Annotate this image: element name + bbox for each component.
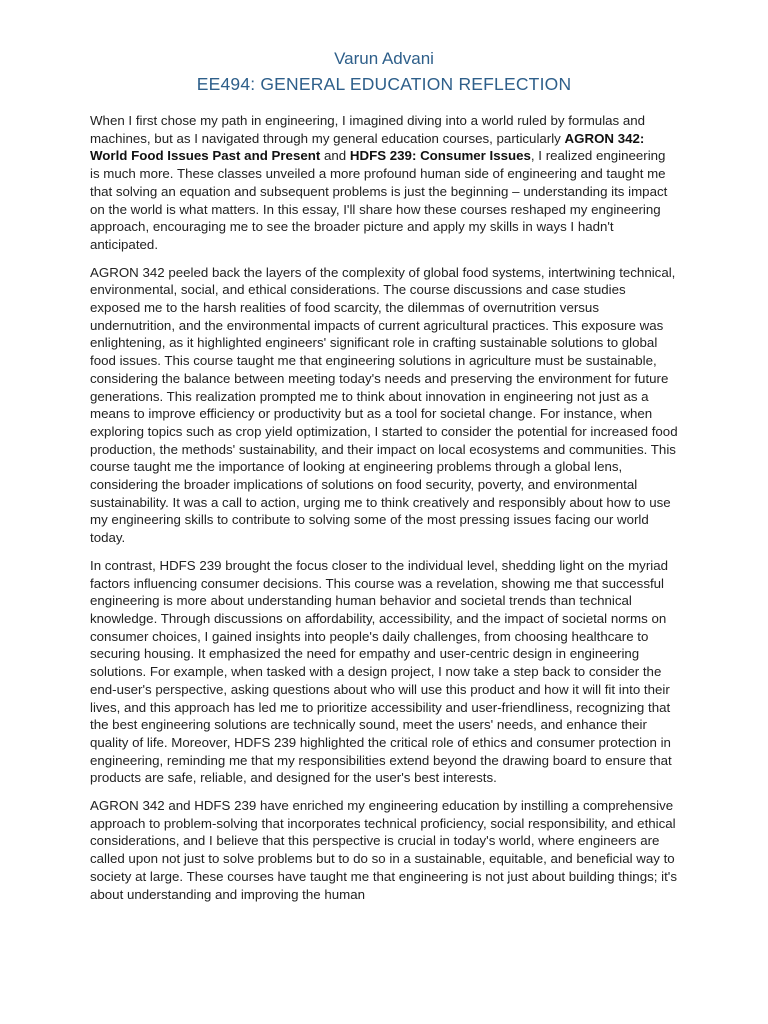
- paragraph-text: When I first chose my path in engineering, I imagined diving into a world ruled by formulas and machines, but as I navigated through my general education courses, particularly: [90, 113, 646, 146]
- author-name: Varun Advani: [334, 49, 434, 68]
- paragraph-text: In contrast, HDFS 239 brought the focus closer to the individual level, shedding light on the myriad factors influencing consumer decisions. This course was a revelation, showing me that successful engineering is more about understanding human behavior and societal trends than technical knowledge. Through discussions on affordability, accessibility, and the impact of societal norms on consumer choices, I gained insights into people's daily challenges, from choosing healthcare to securing housing. It emphasized the need for empathy and user-centric design in engineering solutions. For example, when tasked with a design project, I now take a step back to consider the end-user's perspective, asking questions about who will use this product and how it will fit into their lives, and this approach has led me to prioritize accessibility and user-friendliness, recognizing that the best engineering solutions are technically sound, meet the users' needs, and enhance their quality of life. Moreover, HDFS 239 highlighted the critical role of ethics and consumer protection in engineering, reminding me that my responsibilities extend beyond the drawing board to ensure that products are safe, reliable, and designed for the user's best interests.: [90, 557, 672, 786]
- body-paragraph: [90, 264, 678, 547]
- document-body: [90, 112, 678, 903]
- paragraph-text: AGRON 342 and HDFS 239 have enriched my engineering education by instilling a comprehensive approach to problem-solving that incorporates technical proficiency, social responsibility, and ethical considerations, and I believe that this perspective is crucial in today's world, where engineers are called upon not just to solve problems but to do so in a sustainable, equitable, and beneficial way to society at large. These courses have taught me that engineering is not just about building things; it's about understanding and improving the human: [90, 798, 677, 902]
- paragraph-text: and: [320, 148, 350, 164]
- course-name: AGRON 342: World Food Issues Past and Present: [90, 130, 645, 164]
- paragraph-text: , I realized engineering is much more. These classes unveiled a more profound human side of engineering and taught me that solving an equation and subsequent problems is just the beginning – understanding its impact on the world is what matters. In this essay, I'll share how these courses reshaped my engineering approach, encouraging me to see the broader picture and apply my skills in ways I hadn't anticipated.: [90, 148, 668, 252]
- document-title: EE494: GENERAL EDUCATION REFLECTION: [196, 74, 572, 94]
- paragraph-text: AGRON 342 peeled back the layers of the complexity of global food systems, intertwining technical, environmental, social, and ethical considerations. The course discussions and case studies exposed me to the harsh realities of food scarcity, the dilemmas of overnutrition versus undernutrition, and the environmental impacts of current agricultural practices. This exposure was enlightening, as it highlighted engineers' significant role in crafting sustainable solutions to global food issues. This course taught me that engineering solutions in agriculture must be sustainable, considering the balance between meeting today's needs and preserving the environment for future generations. This realization prompted me to think about innovation in engineering not just as a means to improve efficiency or productivity but as a tool for societal change. For instance, when exploring topics such as crop yield optimization, I started to consider the potential for increased food production, the methods' sustainability, and their impact on local ecosystems and communities. This course taught me the importance of looking at engineering problems through a global lens, considering the broader implications of solutions on food security, poverty, and environmental sustainability. It was a call to action, urging me to think creatively and responsibly about how to use my engineering skills to contribute to solving some of the most pressing issues facing our world today.: [90, 264, 678, 546]
- body-paragraph: [90, 112, 678, 254]
- course-name: HDFS 239: Consumer Issues: [349, 148, 531, 164]
- body-paragraph: [90, 797, 678, 903]
- document-header: [90, 47, 678, 97]
- body-paragraph: [90, 557, 678, 787]
